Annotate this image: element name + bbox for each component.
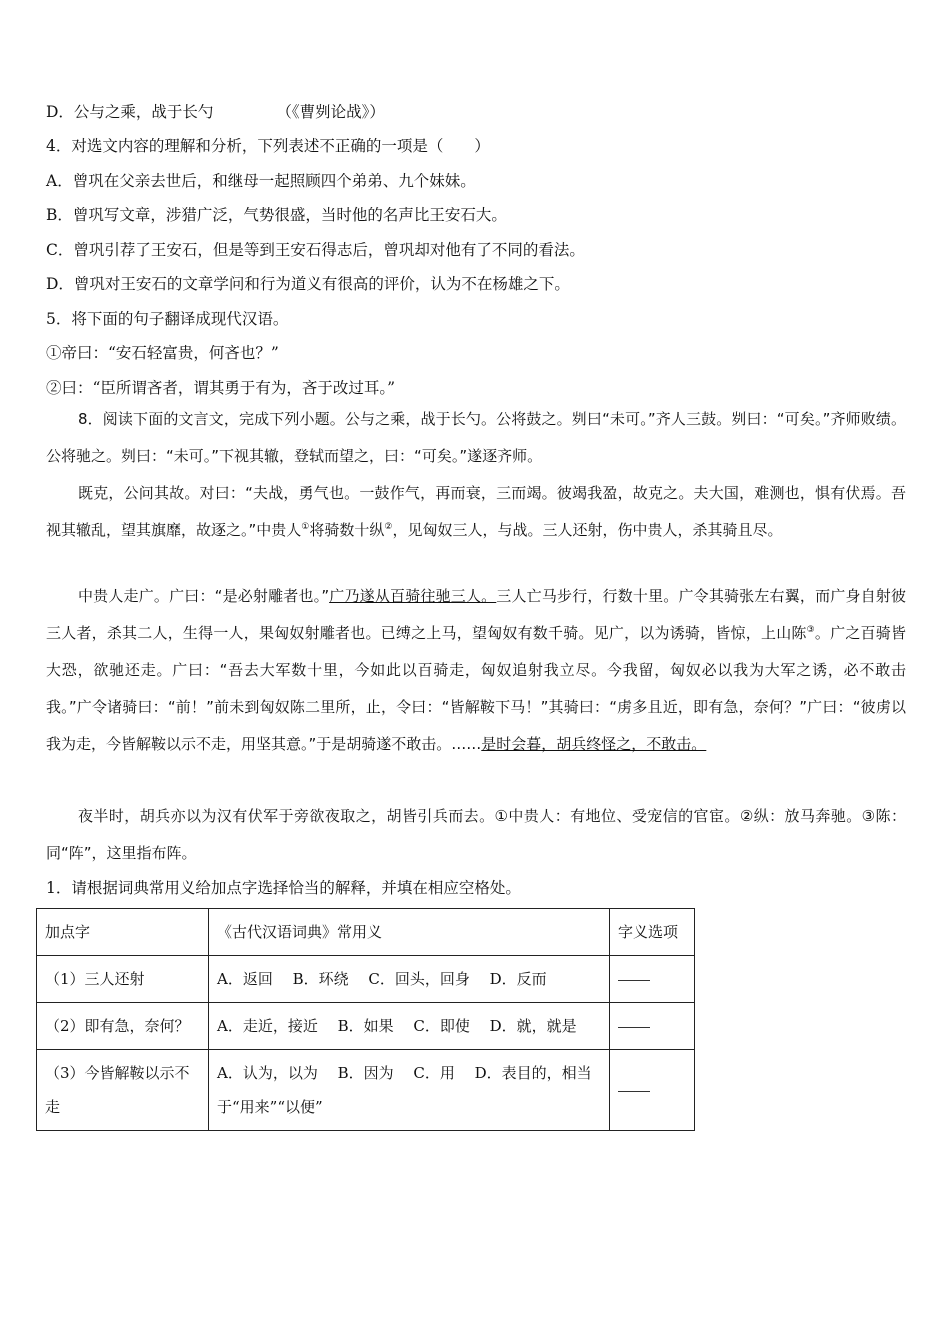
table-row <box>37 1050 695 1131</box>
passage-paragraph-4: 夜半时，胡兵亦以为汉有伏军于旁欲夜取之，胡皆引兵而去。①中贵人：有地位、受宠信的官宦。②纵：放马奔驰。③陈：同“阵”，这里指布阵。 <box>46 807 906 862</box>
passage-paragraph-2 <box>46 475 906 549</box>
underlined-sentence-1: 广乃遂从百骑往驰三人。 <box>329 587 497 605</box>
table-row <box>37 956 695 1003</box>
q4-option-b: B．曾巩写文章，涉猎广泛，气势很盛，当时他的名声比王安石大。 <box>46 206 507 224</box>
q1-stem: 1．请根据词典常用义给加点字选择恰当的解释，并填在相应空格处。 <box>46 879 521 897</box>
passage-p2-text-b: 将骑数十纵 <box>309 521 385 539</box>
table-header-cell: 加点字 <box>37 909 209 956</box>
q4-option-d: D．曾巩对王安石的文章学问和行为道义有很高的评价，认为不在杨雄之下。 <box>46 275 570 293</box>
table-row <box>37 1003 695 1050</box>
option-d-prev <box>46 101 385 123</box>
table-header-row <box>37 909 695 956</box>
passage-p3-text-a: 中贵人走广。广曰：“是必射雕者也。” <box>78 587 330 605</box>
q5-stem: 5．将下面的句子翻译成现代汉语。 <box>46 310 289 328</box>
glossary-table <box>36 908 695 1131</box>
table-cell-word: （1）三人还射 <box>37 956 209 1003</box>
option-d-source: （《曹刿论战》） <box>276 103 385 121</box>
table-header-cell: 《古代汉语词典》常用义 <box>209 909 610 956</box>
passage-p3-text-b: 三人亡马步行，行数十里。广令其骑张左右翼，而广身自射彼三人者，杀其二人，生得一人，果匈奴射雕者也。已缚之上马，望匈奴有数千骑。见广，以为诱骑，皆惊，上山陈 <box>46 587 906 642</box>
q5-sentence-1: ①帝曰：“安石轻富贵，何吝也？” <box>46 344 279 362</box>
passage-p3-text-c: 。广之百骑皆大恐，欲驰还走。广曰：“吾去大军数十里，今如此以百骑走，匈奴追射我立尽。今我留，匈奴必以我为大军之诱，必不敢击我。”广令诸骑曰：“前！”前未到匈奴陈二里所，止，令曰：“皆解鞍下马！”其骑曰：“虏多且近，即有急，奈何？”广曰：“彼虏以我为走，今皆解鞍以示不走，用坚其意。”于是胡骑遂不敢击。…… <box>46 624 906 753</box>
answer-blank[interactable] <box>618 1090 650 1092</box>
table-cell-word: （2）即有急，奈何？ <box>37 1003 209 1050</box>
passage-paragraph-1: 8．阅读下面的文言文，完成下列小题。公与之乘，战于长勺。公将鼓之。刿曰“未可。”齐人三鼓。刿曰：“可矣。”齐师败绩。公将驰之。刿曰：“未可。”下视其辙，登轼而望之，曰：“可矣。”遂逐齐师。 <box>46 410 906 465</box>
answer-blank-cell[interactable] <box>610 956 695 1003</box>
footnote-mark-2: ② <box>384 522 393 532</box>
answer-blank[interactable] <box>618 979 650 981</box>
footnote-mark-3: ③ <box>806 625 815 635</box>
option-d-text: D．公与之乘，战于长勺 <box>46 103 214 121</box>
table-cell-options: A．返回 B．环绕 C．回头，回身 D．反而 <box>209 956 610 1003</box>
q5-sentence-2: ②曰：“臣所谓吝者，谓其勇于有为，吝于改过耳。” <box>46 379 396 397</box>
table-header-cell: 字义选项 <box>610 909 695 956</box>
answer-blank-cell[interactable] <box>610 1003 695 1050</box>
answer-blank[interactable] <box>618 1026 650 1028</box>
answer-blank-cell[interactable] <box>610 1050 695 1131</box>
passage-p2-text-c: ，见匈奴三人，与战。三人还射，伤中贵人，杀其骑且尽。 <box>392 521 783 539</box>
q4-stem: 4．对选文内容的理解和分析，下列表述不正确的一项是（ ） <box>46 137 490 155</box>
table-cell-word: （3）今皆解鞍以示不走 <box>37 1050 209 1131</box>
passage-p2-text-a: 既克，公问其故。对曰：“夫战，勇气也。一鼓作气，再而衰，三而竭。彼竭我盈，故克之。夫大国，难测也，惧有伏焉。吾视其辙乱，望其旗靡，故逐之。”中贵人 <box>46 484 906 539</box>
passage-paragraph-3 <box>46 578 906 763</box>
q4-option-a: A．曾巩在父亲去世后，和继母一起照顾四个弟弟、九个妹妹。 <box>46 172 476 190</box>
table-cell-options: A．认为，以为 B．因为 C．用 D．表目的，相当于“用来”“以便” <box>209 1050 610 1131</box>
q4-option-c: C．曾巩引荐了王安石，但是等到王安石得志后，曾巩却对他有了不同的看法。 <box>46 241 585 259</box>
table-cell-options: A．走近，接近 B．如果 C．即使 D．就，就是 <box>209 1003 610 1050</box>
footnote-mark-1: ① <box>301 522 310 532</box>
underlined-sentence-2: 是时会暮，胡兵终怪之，不敢击。 <box>481 735 707 753</box>
